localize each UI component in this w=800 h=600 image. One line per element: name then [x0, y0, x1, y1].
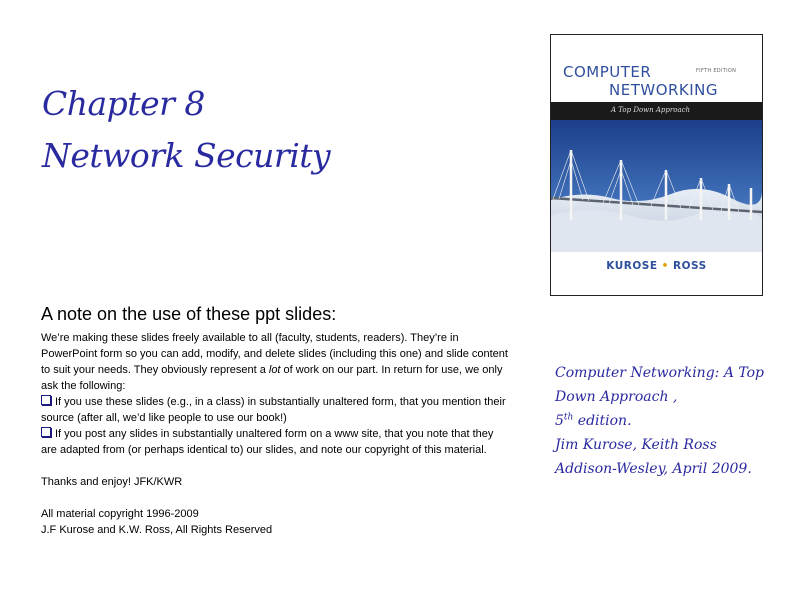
book-reference-title: Computer Networking: A Top Down Approach ,	[555, 365, 765, 405]
checkbox-bullet-icon	[41, 427, 51, 437]
book-cover-author2: ROSS	[673, 260, 707, 272]
slide-title-line2: Network Security	[42, 136, 331, 175]
book-cover-author-separator: •	[661, 260, 669, 272]
note-bullet-1	[41, 394, 511, 426]
book-reference-publisher: Addison-Wesley, April 2009.	[555, 461, 752, 477]
note-thanks: Thanks and enjoy! JFK/KWR	[41, 476, 183, 488]
book-reference	[555, 361, 785, 481]
slide-title-line1: Chapter 8	[42, 84, 205, 123]
book-cover-authors	[551, 260, 762, 272]
book-cover-subtitle: A Top Down Approach	[611, 106, 691, 114]
book-reference-edition	[555, 409, 785, 433]
note-copyright-line1: All material copyright 1996-2009	[41, 508, 199, 520]
note-bullet-2	[41, 426, 511, 458]
note-heading: A note on the use of these ppt slides:	[41, 304, 337, 324]
note-intro-part2: of work on our part. In return for use, we only ask the following:	[41, 364, 503, 392]
book-cover-author1: KUROSE	[606, 260, 658, 272]
note-intro	[41, 330, 511, 394]
book-reference-authors: Jim Kurose, Keith Ross	[555, 437, 717, 453]
bridge-photo	[551, 120, 762, 252]
note-bullet-1-text: If you use these slides (e.g., in a class) in substantially unaltered form, that you mention their source (after all, we’d like people to use our book!)	[41, 396, 506, 424]
book-reference-edition-word: edition.	[573, 413, 632, 429]
book-reference-edition-suffix: th	[563, 412, 574, 423]
book-cover-subtitle-band	[551, 102, 762, 120]
book-reference-edition-number: 5	[555, 413, 564, 429]
note-copyright-line2: J.F Kurose and K.W. Ross, All Rights Reserved	[41, 524, 273, 536]
book-cover-title-line2: NETWORKING	[609, 81, 719, 99]
book-cover-image	[550, 34, 763, 296]
slide-title	[42, 78, 330, 182]
checkbox-bullet-icon	[41, 395, 51, 405]
note-body	[41, 330, 511, 538]
note-intro-part1: We’re making these slides freely available to all (faculty, students, readers). They’re in PowerPoint form so you can add, modify, and delete slides (including this one) and slide content to suit your needs. They obviously represent a	[41, 332, 508, 376]
note-intro-emphasis: lot	[268, 364, 281, 376]
book-cover-edition-label: FIFTH EDITION	[696, 68, 737, 74]
note-bullet-2-text: If you post any slides in substantially unaltered form on a www site, that you note that they are adapted from (or perhaps identical to) our slides, and note our copyright of this material.	[41, 428, 494, 456]
book-cover-title-line1: COMPUTER	[563, 63, 652, 81]
